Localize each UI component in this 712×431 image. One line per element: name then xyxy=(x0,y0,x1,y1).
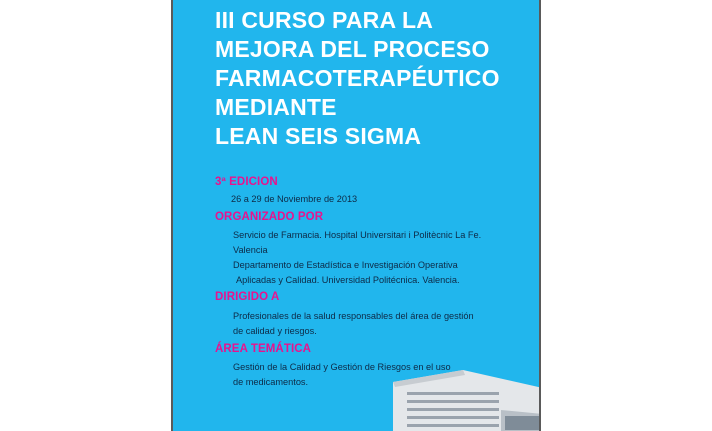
organized-heading: ORGANIZADO POR xyxy=(215,211,324,223)
thematic-line: Gestión de la Calidad y Gestión de Riesgos en el uso xyxy=(233,362,451,372)
directed-line: Profesionales de la salud responsables del área de gestión xyxy=(233,311,474,321)
course-poster xyxy=(171,0,541,431)
organized-line: Servicio de Farmacia. Hospital Universitari i Politècnic La Fe. xyxy=(233,230,482,240)
organized-line: Aplicadas y Calidad. Universidad Politécnica. Valencia. xyxy=(236,275,460,285)
directed-line: de calidad y riesgos. xyxy=(233,326,317,336)
organized-line: Valencia xyxy=(233,245,268,255)
poster-title: III CURSO PARA LA MEJORA DEL PROCESO FARMACOTERAPÉUTICO MEDIANTE LEAN SEIS SIGMA xyxy=(215,7,500,149)
edition-heading: 3ª EDICION xyxy=(215,176,278,188)
building-entrance xyxy=(505,416,539,430)
directed-heading: DIRIGIDO A xyxy=(215,291,280,303)
edition-dates: 26 a 29 de Noviembre de 2013 xyxy=(231,194,358,204)
thematic-line: de medicamentos. xyxy=(233,377,309,387)
organized-line: Departamento de Estadística e Investigación Operativa xyxy=(233,260,458,270)
thematic-heading: ÁREA TEMÁTICA xyxy=(215,343,312,355)
hospital-building-illustration xyxy=(393,370,541,431)
